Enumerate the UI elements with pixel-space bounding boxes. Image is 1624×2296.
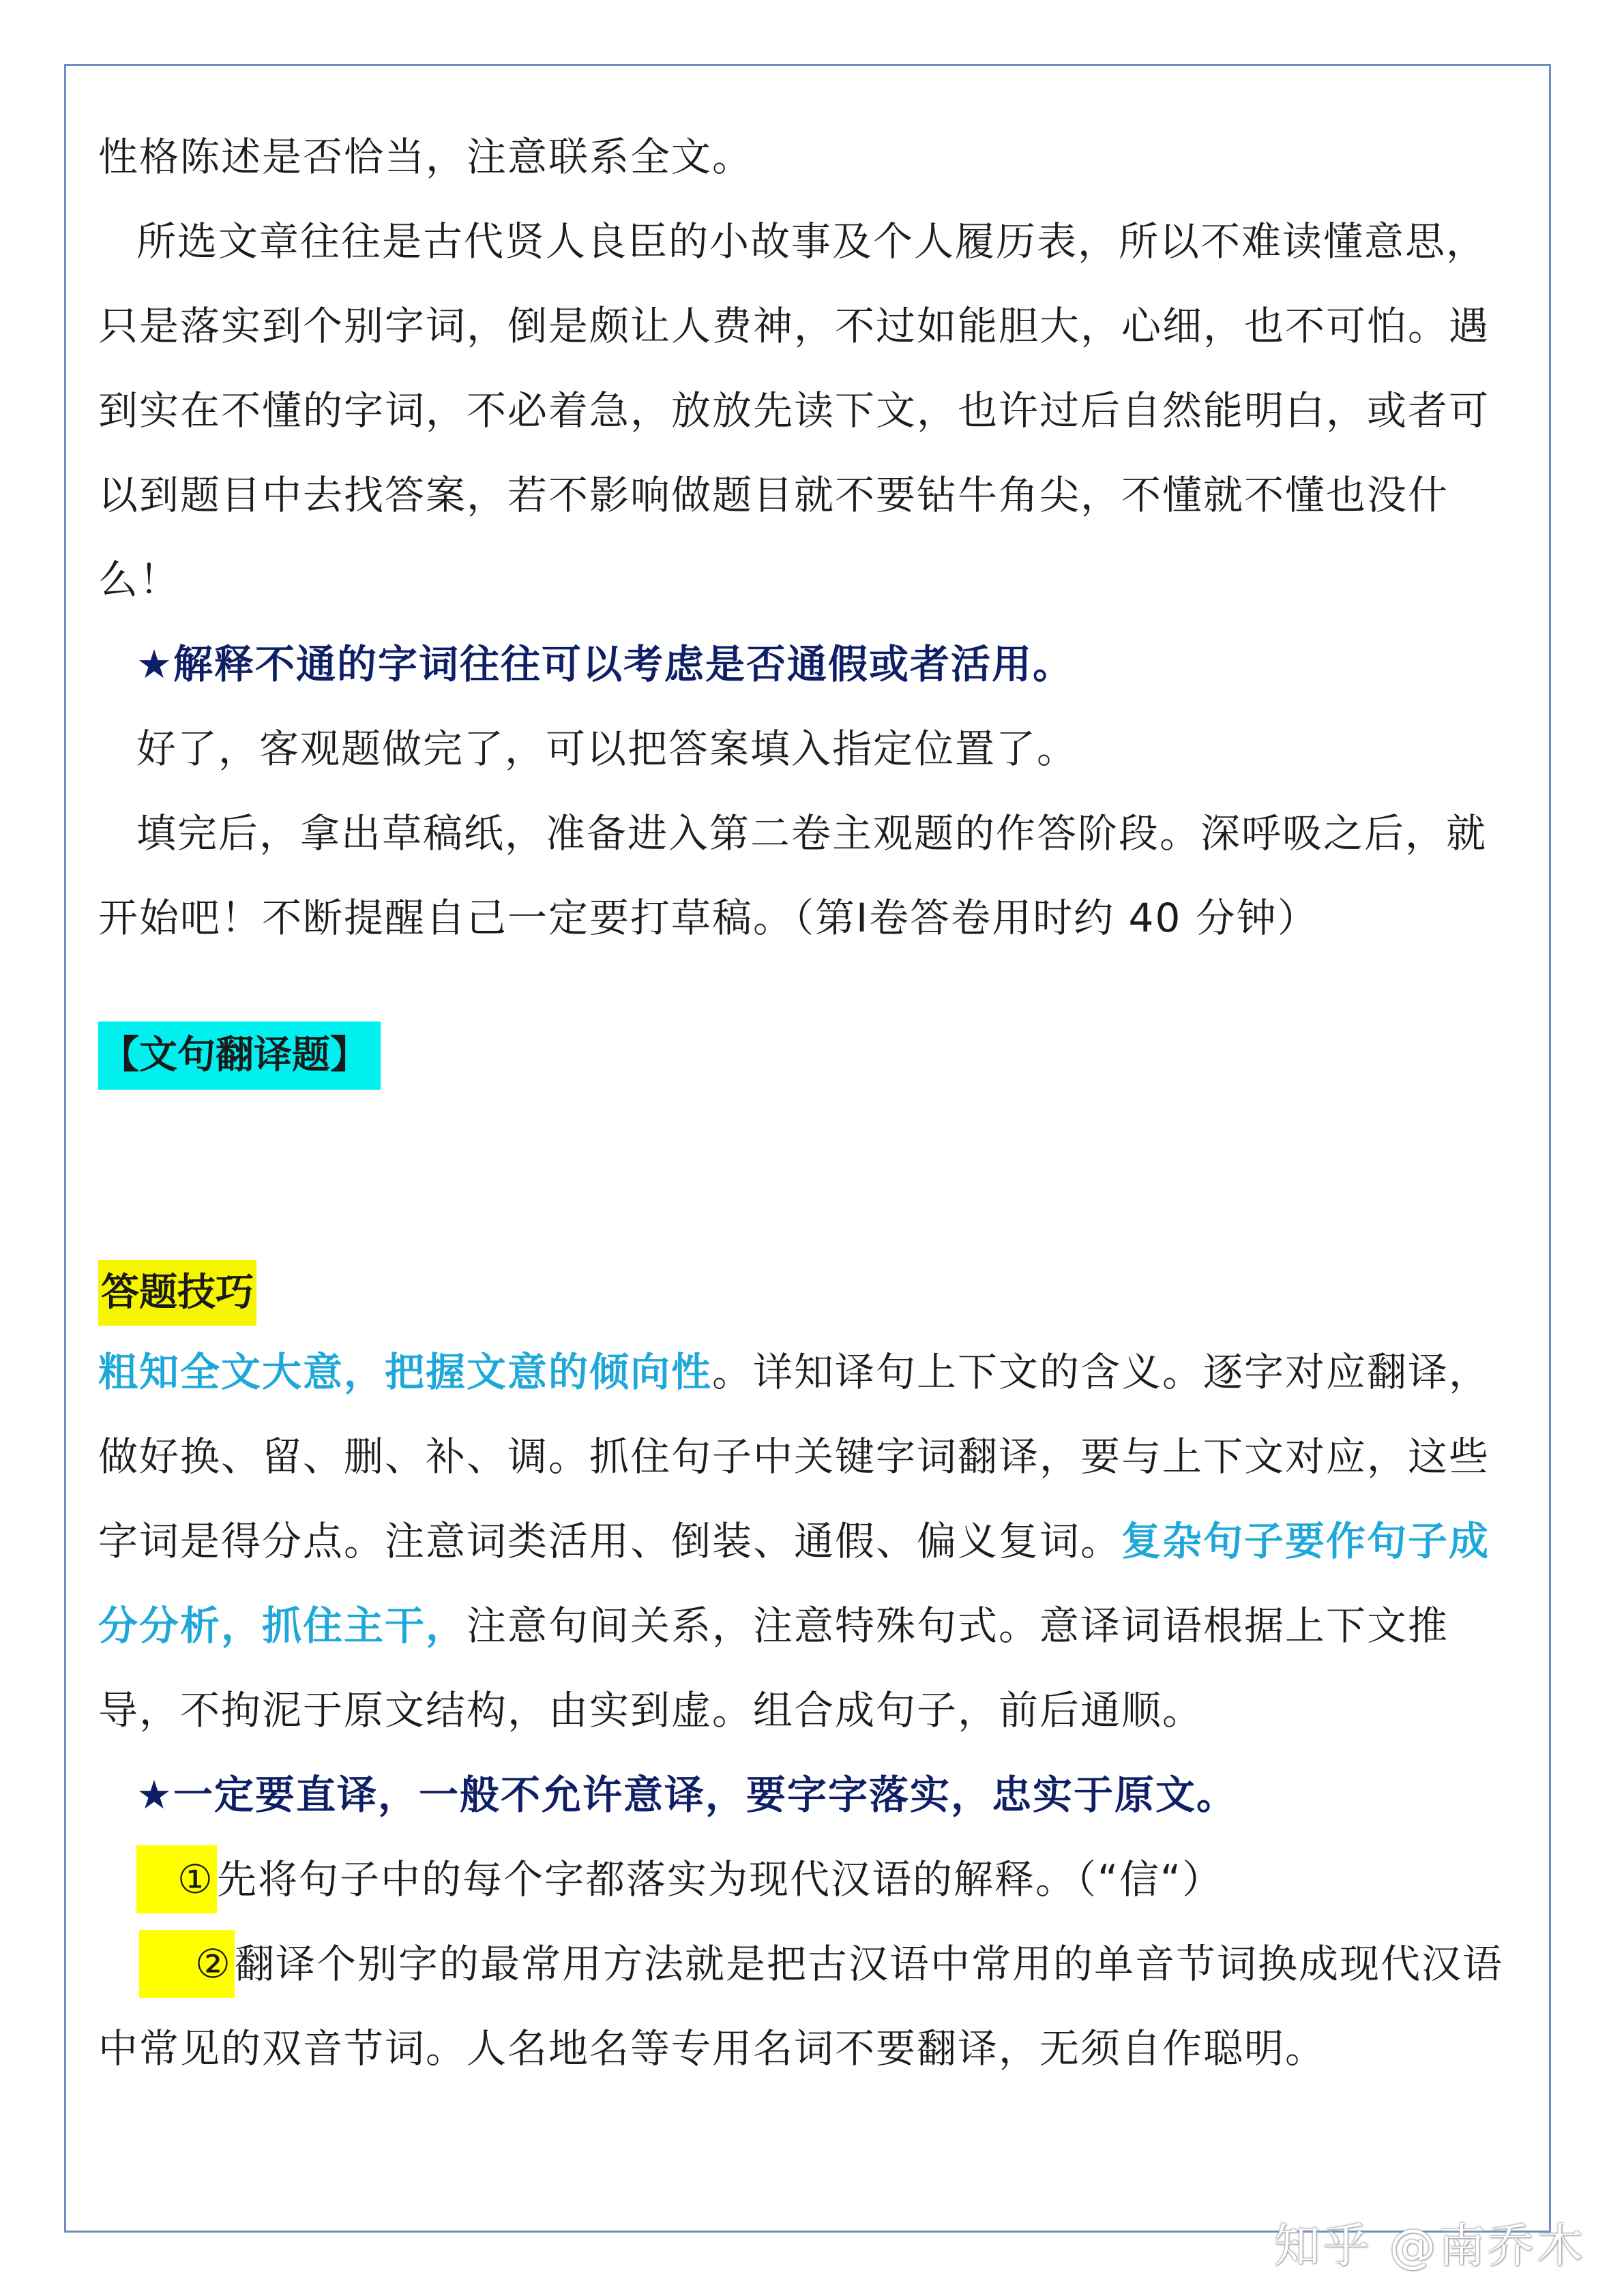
section-title-translation: 【文句翻译题】 [98,1022,381,1090]
spacer [98,960,1520,1022]
rule-literal-translation: ★一定要直译，一般不允许意译，要字字落实，忠实于原文。 [136,1772,1237,1818]
section-heading-row [98,1022,1520,1090]
paragraph-translation-skills [98,1330,1520,1753]
emphasis-general-meaning: 粗知全文大意，把握文意的倾向性 [98,1349,713,1395]
paragraph-objective-done: 好了，客观题做完了，可以把答案填入指定位置了。 [136,726,1078,772]
zhihu-watermark: 知乎 @南乔木 [1273,2220,1586,2273]
subsection-title-skills: 答题技巧 [98,1260,256,1326]
paragraph-continuation: 性格陈述是否恰当，注意联系全文。 [98,134,754,180]
list-item-1-text: 先将句子中的每个字都落实为现代汉语的解释。（“信“） [217,1856,1224,1903]
number-badge-1: ① [136,1845,217,1913]
paragraph-start-subjective: 填完后，拿出草稿纸，准备进入第二卷主观题的作答阶段。深呼吸之后，就开始吧！不断提醒自己一定要打草稿。（第Ⅰ卷答卷用时约 40 分钟） [98,810,1488,941]
skills-text-part: 。详知译句上下文的含义。逐字对应翻译，做好换、留、删、补、调。抓住句子中关键字词翻译，要与上下文对应，这些字词是得分点。注意词类活用、倒装、通假、偏义复词。 [98,1349,1490,1564]
skills-text-part: 注意句间关系，注意特殊句式。意译词语根据上下文推导，不拘泥于原文结构，由实到虚。组合成句子，前后通顺。 [98,1602,1449,1733]
paragraph-reading-advice: 所选文章往往是古代贤人良臣的小故事及个人履历表，所以不难读懂意思，只是落实到个别字词，倒是颇让人费神，不过如能胆大，心细，也不可怕。遇到实在不懂的字词，不必着急，放放先读下文，也许过后自然能明白，或者可以到题目中去找答案，若不影响做题目就不要钻牛角尖，不懂就不懂也没什么！ [98,218,1490,603]
emphasis-sentence-analysis: 复杂句子要作句子成分分析，抓住主干， [98,1518,1490,1649]
tip-tongjia-huoyong: ★解释不通的字词往往可以考虑是否通假或者活用。 [136,641,1074,687]
spacer [98,1090,1520,1260]
list-item-2 [98,1922,1520,2091]
list-item-2-text: 翻译个别字的最常用方法就是把古汉语中常用的单音节词换成现代汉语中常见的双音节词。人名地名等专用名词不要翻译，无须自作聪明。 [98,1941,1504,2072]
subsection-heading-row [98,1260,1520,1326]
document-body [98,115,1520,2091]
list-item-1 [98,1837,1520,1922]
number-badge-2: ② [139,1930,235,1998]
